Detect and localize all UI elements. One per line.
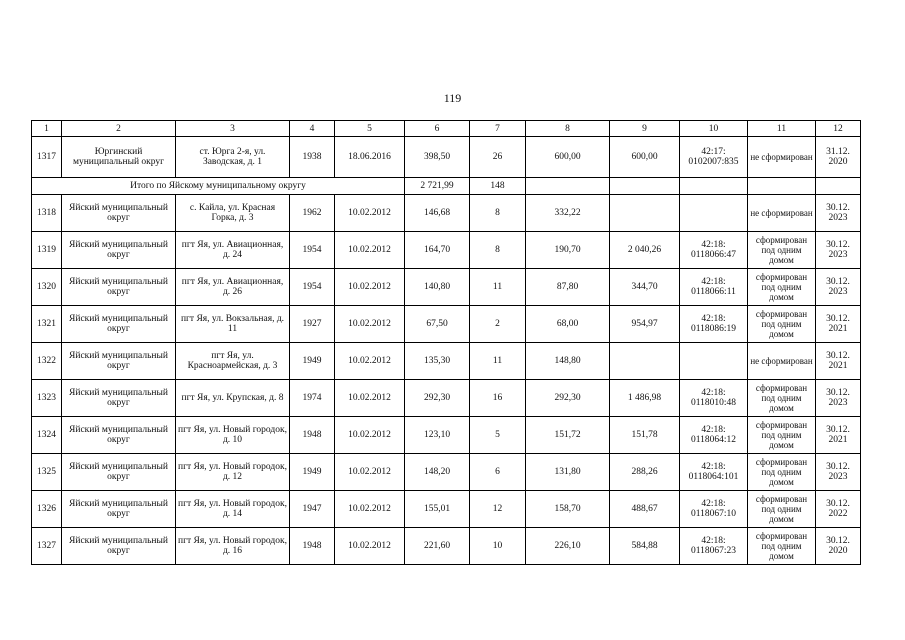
row-number: 1322: [32, 343, 62, 380]
row-number: 1320: [32, 269, 62, 306]
column-number: 2: [62, 121, 176, 137]
resettlement-deadline-cell: 30.12. 2020: [816, 528, 861, 565]
housing-registry-table: [31, 120, 861, 565]
column-number: 7: [470, 121, 526, 137]
total-area-cell: 292,30: [405, 380, 470, 417]
plot-area-cell: 600,00: [610, 137, 680, 178]
row-number: 1327: [32, 528, 62, 565]
total-label: Итого по Яйскому муниципальному округу: [32, 178, 405, 195]
total-area-cell: 221,60: [405, 528, 470, 565]
table-row: [32, 195, 861, 232]
year-built-cell: 1954: [290, 232, 335, 269]
recognition-date-cell: 10.02.2012: [335, 417, 405, 454]
column-number: 6: [405, 121, 470, 137]
column-number: 1: [32, 121, 62, 137]
land-status-cell: сформирован под одним домом: [748, 269, 816, 306]
resettlement-deadline-cell: 30.12. 2023: [816, 380, 861, 417]
recognition-date-cell: 10.02.2012: [335, 454, 405, 491]
total-residents-sum: 148: [470, 178, 526, 195]
year-built-cell: 1948: [290, 528, 335, 565]
year-built-cell: 1962: [290, 195, 335, 232]
address-cell: ст. Юрга 2-я, ул. Заводская, д. 1: [176, 137, 290, 178]
table-row: [32, 491, 861, 528]
emergency-area-cell: 151,72: [526, 417, 610, 454]
column-number: 12: [816, 121, 861, 137]
address-cell: пгт Яя, ул. Новый городок, д. 14: [176, 491, 290, 528]
residents-cell: 10: [470, 528, 526, 565]
land-status-cell: сформирован под одним домом: [748, 417, 816, 454]
empty-cell: [610, 178, 680, 195]
residents-cell: 8: [470, 232, 526, 269]
table-row: [32, 269, 861, 306]
column-number: 10: [680, 121, 748, 137]
emergency-area-cell: 332,22: [526, 195, 610, 232]
column-number: 5: [335, 121, 405, 137]
resettlement-deadline-cell: 30.12. 2023: [816, 454, 861, 491]
resettlement-deadline-cell: 30.12. 2021: [816, 417, 861, 454]
plot-area-cell: 488,67: [610, 491, 680, 528]
empty-cell: [680, 178, 748, 195]
year-built-cell: 1947: [290, 491, 335, 528]
total-area-cell: 140,80: [405, 269, 470, 306]
land-status-cell: не сформирован: [748, 137, 816, 178]
address-cell: пгт Яя, ул. Новый городок, д. 16: [176, 528, 290, 565]
year-built-cell: 1974: [290, 380, 335, 417]
resettlement-deadline-cell: 30.12. 2023: [816, 195, 861, 232]
table-row: [32, 417, 861, 454]
district-cell: Юргинский муниципальный округ: [62, 137, 176, 178]
total-area-cell: 123,10: [405, 417, 470, 454]
year-built-cell: 1949: [290, 343, 335, 380]
table-row: [32, 380, 861, 417]
column-number: 8: [526, 121, 610, 137]
table-row: [32, 232, 861, 269]
address-cell: с. Кайла, ул. Красная Горка, д. 3: [176, 195, 290, 232]
emergency-area-cell: 148,80: [526, 343, 610, 380]
table-row: [32, 343, 861, 380]
resettlement-deadline-cell: 31.12. 2020: [816, 137, 861, 178]
address-cell: пгт Яя, ул. Новый городок, д. 12: [176, 454, 290, 491]
residents-cell: 11: [470, 343, 526, 380]
column-number: 4: [290, 121, 335, 137]
residents-cell: 6: [470, 454, 526, 491]
district-cell: Яйский муниципальный округ: [62, 195, 176, 232]
residents-cell: 5: [470, 417, 526, 454]
emergency-area-cell: 600,00: [526, 137, 610, 178]
recognition-date-cell: 10.02.2012: [335, 306, 405, 343]
row-number: 1323: [32, 380, 62, 417]
residents-cell: 11: [470, 269, 526, 306]
column-number: 9: [610, 121, 680, 137]
cadastral-number-cell: 42:17: 0102007:835: [680, 137, 748, 178]
residents-cell: 26: [470, 137, 526, 178]
address-cell: пгт Яя, ул. Авиационная, д. 24: [176, 232, 290, 269]
emergency-area-cell: 292,30: [526, 380, 610, 417]
address-cell: пгт Яя, ул. Крупская, д. 8: [176, 380, 290, 417]
emergency-area-cell: 87,80: [526, 269, 610, 306]
district-cell: Яйский муниципальный округ: [62, 454, 176, 491]
land-status-cell: не сформирован: [748, 195, 816, 232]
emergency-area-cell: 158,70: [526, 491, 610, 528]
recognition-date-cell: 10.02.2012: [335, 195, 405, 232]
row-number: 1325: [32, 454, 62, 491]
row-number: 1317: [32, 137, 62, 178]
cadastral-number-cell: 42:18: 0118067:10: [680, 491, 748, 528]
district-cell: Яйский муниципальный округ: [62, 528, 176, 565]
recognition-date-cell: 10.02.2012: [335, 491, 405, 528]
year-built-cell: 1927: [290, 306, 335, 343]
district-cell: Яйский муниципальный округ: [62, 232, 176, 269]
residents-cell: 8: [470, 195, 526, 232]
cadastral-number-cell: 42:18: 0118066:11: [680, 269, 748, 306]
land-status-cell: сформирован под одним домом: [748, 306, 816, 343]
plot-area-cell: [610, 195, 680, 232]
address-cell: пгт Яя, ул. Красноармейская, д. 3: [176, 343, 290, 380]
recognition-date-cell: 10.02.2012: [335, 343, 405, 380]
empty-cell: [526, 178, 610, 195]
resettlement-deadline-cell: 30.12. 2021: [816, 306, 861, 343]
district-cell: Яйский муниципальный округ: [62, 417, 176, 454]
district-cell: Яйский муниципальный округ: [62, 491, 176, 528]
plot-area-cell: 2 040,26: [610, 232, 680, 269]
total-area-cell: 146,68: [405, 195, 470, 232]
table-row: [32, 306, 861, 343]
residents-cell: 2: [470, 306, 526, 343]
plot-area-cell: 151,78: [610, 417, 680, 454]
district-cell: Яйский муниципальный округ: [62, 269, 176, 306]
total-area-sum: 2 721,99: [405, 178, 470, 195]
page-number: 119: [443, 91, 462, 105]
district-cell: Яйский муниципальный округ: [62, 306, 176, 343]
column-number: 11: [748, 121, 816, 137]
recognition-date-cell: 10.02.2012: [335, 528, 405, 565]
total-area-cell: 398,50: [405, 137, 470, 178]
year-built-cell: 1949: [290, 454, 335, 491]
recognition-date-cell: 10.02.2012: [335, 380, 405, 417]
resettlement-deadline-cell: 30.12. 2023: [816, 269, 861, 306]
year-built-cell: 1948: [290, 417, 335, 454]
cadastral-number-cell: 42:18: 0118064:12: [680, 417, 748, 454]
cadastral-number-cell: [680, 343, 748, 380]
cadastral-number-cell: 42:18: 0118086:19: [680, 306, 748, 343]
empty-cell: [748, 178, 816, 195]
district-cell: Яйский муниципальный округ: [62, 380, 176, 417]
emergency-area-cell: 131,80: [526, 454, 610, 491]
plot-area-cell: 584,88: [610, 528, 680, 565]
address-cell: пгт Яя, ул. Вокзальная, д. 11: [176, 306, 290, 343]
row-number: 1319: [32, 232, 62, 269]
column-number-row: [32, 121, 861, 137]
cadastral-number-cell: [680, 195, 748, 232]
emergency-area-cell: 226,10: [526, 528, 610, 565]
total-area-cell: 135,30: [405, 343, 470, 380]
row-number: 1326: [32, 491, 62, 528]
address-cell: пгт Яя, ул. Новый городок, д. 10: [176, 417, 290, 454]
table-row: [32, 528, 861, 565]
residents-cell: 12: [470, 491, 526, 528]
land-status-cell: не сформирован: [748, 343, 816, 380]
total-area-cell: 67,50: [405, 306, 470, 343]
row-number: 1324: [32, 417, 62, 454]
cadastral-number-cell: 42:18: 0118067:23: [680, 528, 748, 565]
table-row: [32, 137, 861, 178]
residents-cell: 16: [470, 380, 526, 417]
land-status-cell: сформирован под одним домом: [748, 380, 816, 417]
empty-cell: [816, 178, 861, 195]
total-area-cell: 164,70: [405, 232, 470, 269]
total-area-cell: 148,20: [405, 454, 470, 491]
total-area-cell: 155,01: [405, 491, 470, 528]
year-built-cell: 1954: [290, 269, 335, 306]
table-body: [32, 121, 861, 565]
plot-area-cell: 344,70: [610, 269, 680, 306]
column-number: 3: [176, 121, 290, 137]
cadastral-number-cell: 42:18: 0118064:101: [680, 454, 748, 491]
row-number: 1318: [32, 195, 62, 232]
emergency-area-cell: 68,00: [526, 306, 610, 343]
address-cell: пгт Яя, ул. Авиационная, д. 26: [176, 269, 290, 306]
table-row: [32, 454, 861, 491]
year-built-cell: 1938: [290, 137, 335, 178]
emergency-area-cell: 190,70: [526, 232, 610, 269]
resettlement-deadline-cell: 30.12. 2022: [816, 491, 861, 528]
row-number: 1321: [32, 306, 62, 343]
recognition-date-cell: 10.02.2012: [335, 269, 405, 306]
land-status-cell: сформирован под одним домом: [748, 528, 816, 565]
cadastral-number-cell: 42:18: 0118010:48: [680, 380, 748, 417]
plot-area-cell: 954,97: [610, 306, 680, 343]
district-cell: Яйский муниципальный округ: [62, 343, 176, 380]
plot-area-cell: 288,26: [610, 454, 680, 491]
resettlement-deadline-cell: 30.12. 2023: [816, 232, 861, 269]
resettlement-deadline-cell: 30.12. 2021: [816, 343, 861, 380]
land-status-cell: сформирован под одним домом: [748, 491, 816, 528]
plot-area-cell: 1 486,98: [610, 380, 680, 417]
district-total-row: [32, 178, 861, 195]
cadastral-number-cell: 42:18: 0118066:47: [680, 232, 748, 269]
plot-area-cell: [610, 343, 680, 380]
land-status-cell: сформирован под одним домом: [748, 454, 816, 491]
recognition-date-cell: 18.06.2016: [335, 137, 405, 178]
land-status-cell: сформирован под одним домом: [748, 232, 816, 269]
recognition-date-cell: 10.02.2012: [335, 232, 405, 269]
